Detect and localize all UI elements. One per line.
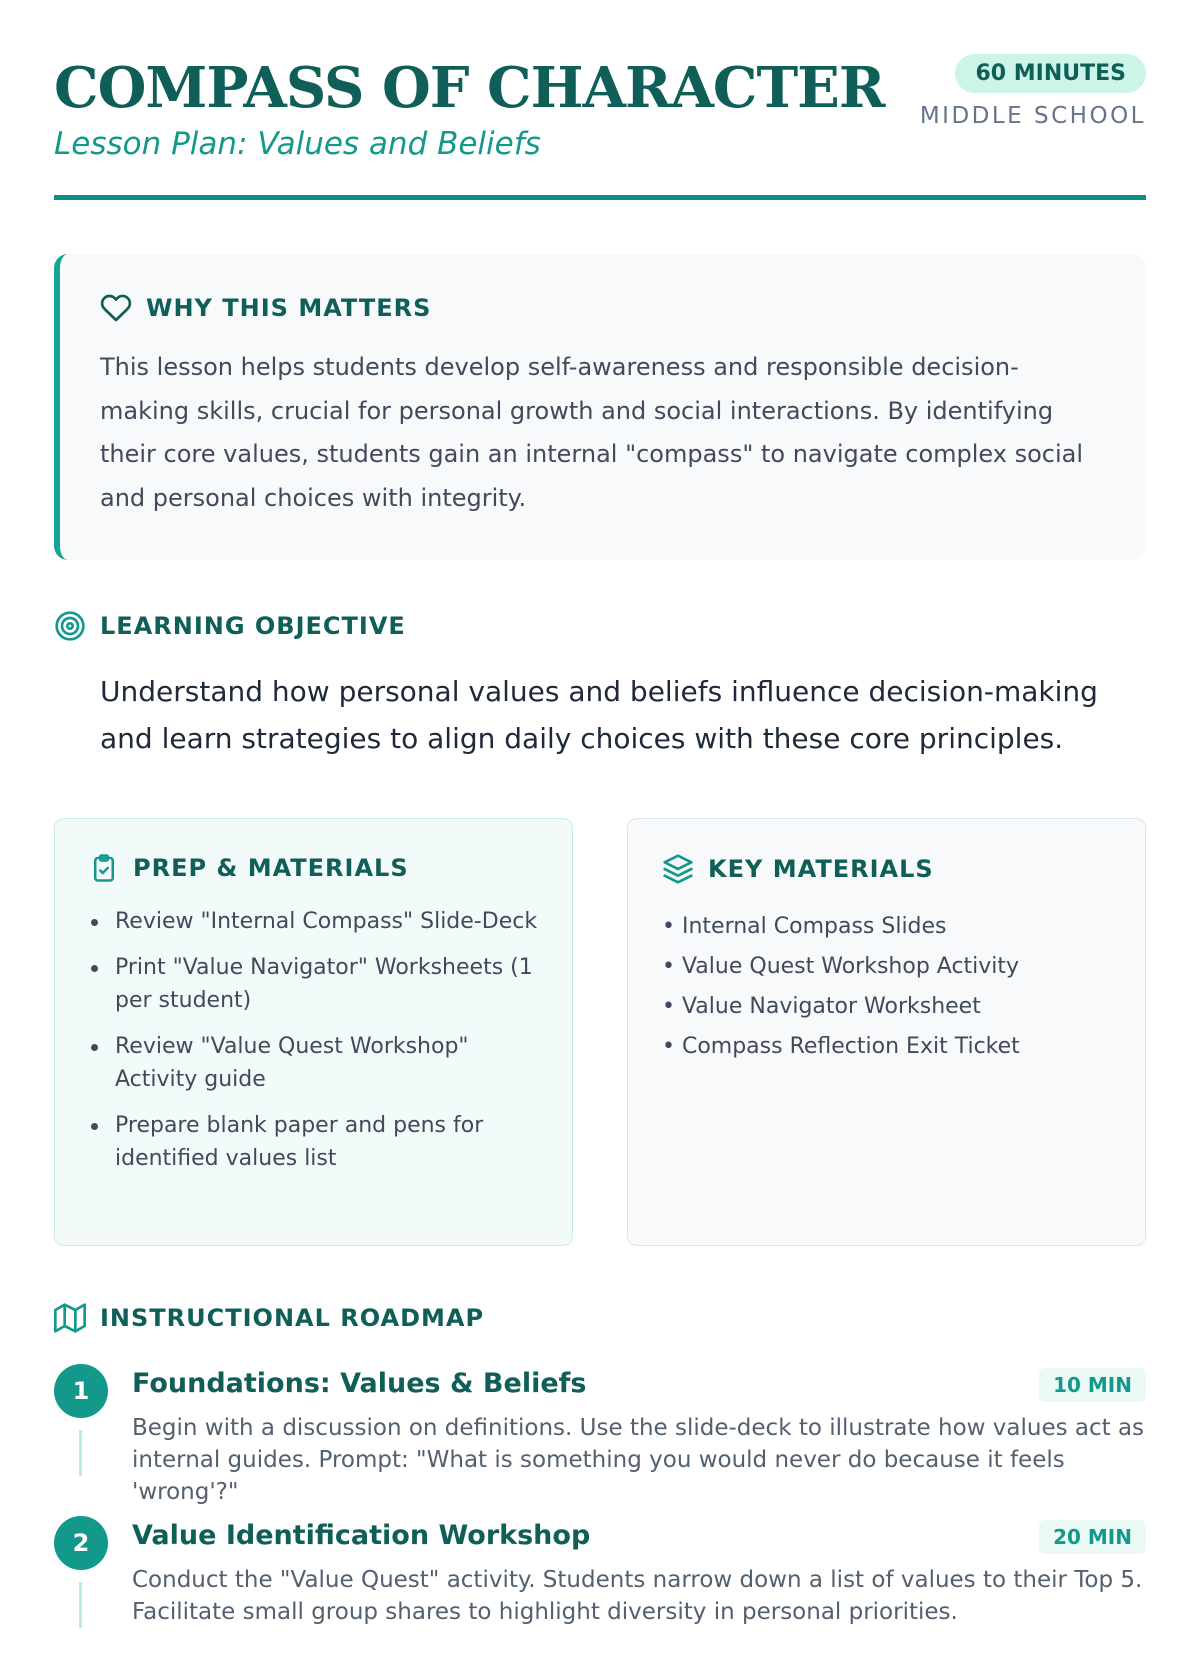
header xyxy=(54,0,1146,200)
key-materials-heading-label: KEY MATERIALS xyxy=(708,855,934,883)
step-description: Begin with a discussion on definitions. Use the slide-deck to illustrate how values act as internal guides. Prompt: "What is something you would never do because it feels 'wrong'?" xyxy=(132,1415,1145,1505)
list-item: • Value Quest Workshop Activity xyxy=(662,954,1020,979)
duration-badge: 60 MINUTES xyxy=(955,54,1146,93)
objective-heading-label: LEARNING OBJECTIVE xyxy=(100,612,406,640)
list-item: Review "Internal Compass" Slide-Deck xyxy=(89,905,538,938)
instructional-roadmap-section xyxy=(54,1302,1146,1668)
step-description: Conduct the "Value Quest" activity. Students narrow down a list of values to their Top 5. Facilitate small group shares to highlight diversity in personal priorities. xyxy=(132,1567,1143,1625)
list-item: • Internal Compass Slides xyxy=(662,914,947,939)
prep-materials-card xyxy=(54,818,573,1246)
prep-list xyxy=(89,905,538,1175)
roadmap-heading xyxy=(54,1302,1146,1334)
roadmap-step xyxy=(54,1364,1146,1516)
heart-icon xyxy=(100,292,132,324)
key-materials-heading xyxy=(662,853,1111,885)
key-materials-list xyxy=(662,907,1111,1067)
why-text: This lesson helps students develop self-awareness and responsible decision-making skills, crucial for personal growth and social interactions. By identifying their core values, students gain an internal "compass" to navigate complex social and personal choices with integrity. xyxy=(100,353,1084,512)
step-number-badge: 2 xyxy=(54,1516,108,1570)
page-title: COMPASS OF CHARACTER xyxy=(54,55,885,121)
step-title: Foundations: Values & Beliefs xyxy=(132,1368,587,1399)
list-item: • Value Navigator Worksheet xyxy=(662,994,981,1019)
step-time-badge: 10 MIN xyxy=(1039,1368,1146,1402)
materials-columns xyxy=(54,818,1146,1246)
map-icon xyxy=(54,1302,86,1334)
objective-text: Understand how personal values and beliefs influence decision-making and learn strategies to align daily choices with these core principles. xyxy=(100,675,1098,755)
prep-heading xyxy=(89,853,538,883)
key-materials-card xyxy=(627,818,1146,1246)
layers-icon xyxy=(662,853,694,885)
grade-level-label: MIDDLE SCHOOL xyxy=(919,103,1146,129)
roadmap-steps xyxy=(54,1364,1146,1668)
list-item: Prepare blank paper and pens for identified values list xyxy=(89,1109,538,1175)
learning-objective-section xyxy=(54,610,1146,762)
list-item: • Compass Reflection Exit Ticket xyxy=(662,1034,1020,1059)
why-heading xyxy=(100,292,1102,324)
step-number-badge: 1 xyxy=(54,1364,108,1418)
prep-heading-label: PREP & MATERIALS xyxy=(133,854,409,882)
roadmap-step xyxy=(54,1516,1146,1668)
list-item: Review "Value Quest Workshop" Activity guide xyxy=(89,1030,538,1096)
why-this-matters-card xyxy=(54,254,1146,560)
target-icon xyxy=(54,610,86,642)
roadmap-heading-label: INSTRUCTIONAL ROADMAP xyxy=(100,1304,485,1332)
step-time-badge: 20 MIN xyxy=(1039,1520,1146,1554)
list-item: Print "Value Navigator" Worksheets (1 per student) xyxy=(89,951,538,1017)
step-connector xyxy=(79,1430,82,1476)
header-meta xyxy=(920,54,1146,129)
step-title: Value Identification Workshop xyxy=(132,1520,591,1551)
step-connector xyxy=(79,1582,82,1628)
why-heading-label: WHY THIS MATTERS xyxy=(146,294,432,322)
page-subtitle: Lesson Plan: Values and Beliefs xyxy=(54,126,541,162)
objective-heading xyxy=(54,610,1146,642)
clipboard-check-icon xyxy=(89,853,119,883)
